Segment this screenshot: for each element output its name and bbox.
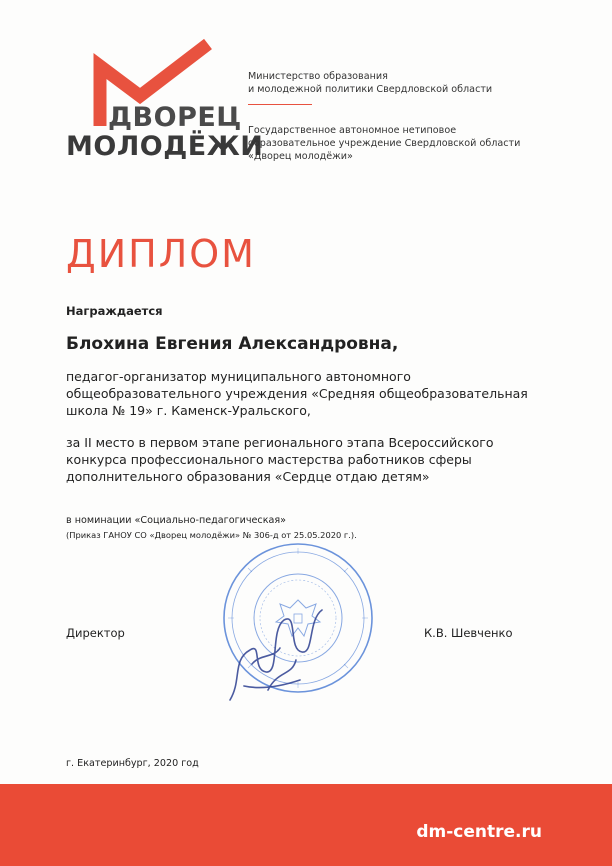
ministry-line: и молодежной политики Свердловской области: [248, 84, 493, 95]
order-reference: (Приказ ГАНОУ СО «Дворец молодёжи» № 306-д от 25.05.2020 г.).: [66, 530, 357, 540]
ministry-line: Министерство образования: [248, 71, 388, 82]
footer-bar: [0, 784, 612, 866]
achievement-line: дополнительного образования «Сердце отдаю детям»: [66, 469, 430, 484]
position-line: общеобразовательного учреждения «Средняя общеобразовательная: [66, 386, 528, 401]
institution-name: [248, 124, 578, 163]
header-divider: [248, 104, 312, 105]
recipient-position: [66, 368, 536, 419]
website-link[interactable]: dm-centre.ru: [416, 822, 542, 842]
recipient-name: Блохина Евгения Александровна,: [66, 334, 399, 354]
achievement-line: конкурса профессионального мастерства работников сферы: [66, 452, 472, 467]
logo-text-line2: МОЛОДЁЖИ: [66, 131, 264, 162]
position-line: школа № 19» г. Каменск-Уральского,: [66, 403, 311, 418]
achievement-line: за II место в первом этапе регионального этапа Всероссийского: [66, 435, 494, 450]
signatory-name: К.В. Шевченко: [424, 626, 513, 640]
institution-line: «Дворец молодёжи»: [248, 151, 353, 162]
logo-text-line1: ДВОРЕЦ: [108, 102, 242, 133]
position-line: педагог-организатор муниципального автономного: [66, 369, 411, 384]
nomination-text: в номинации «Социально-педагогическая»: [66, 515, 287, 526]
diploma-title: ДИПЛОМ: [66, 232, 256, 276]
awarded-label: Награждается: [66, 304, 163, 318]
signatory-role: Директор: [66, 626, 125, 640]
ministry-name: [248, 70, 568, 96]
institution-line: Государственное автономное нетиповое: [248, 125, 457, 136]
handwritten-signature-icon: [222, 590, 332, 710]
achievement-text: [66, 434, 546, 485]
place-and-date: г. Екатеринбург, 2020 год: [66, 758, 199, 769]
institution-line: образовательное учреждение Свердловской области: [248, 138, 521, 149]
